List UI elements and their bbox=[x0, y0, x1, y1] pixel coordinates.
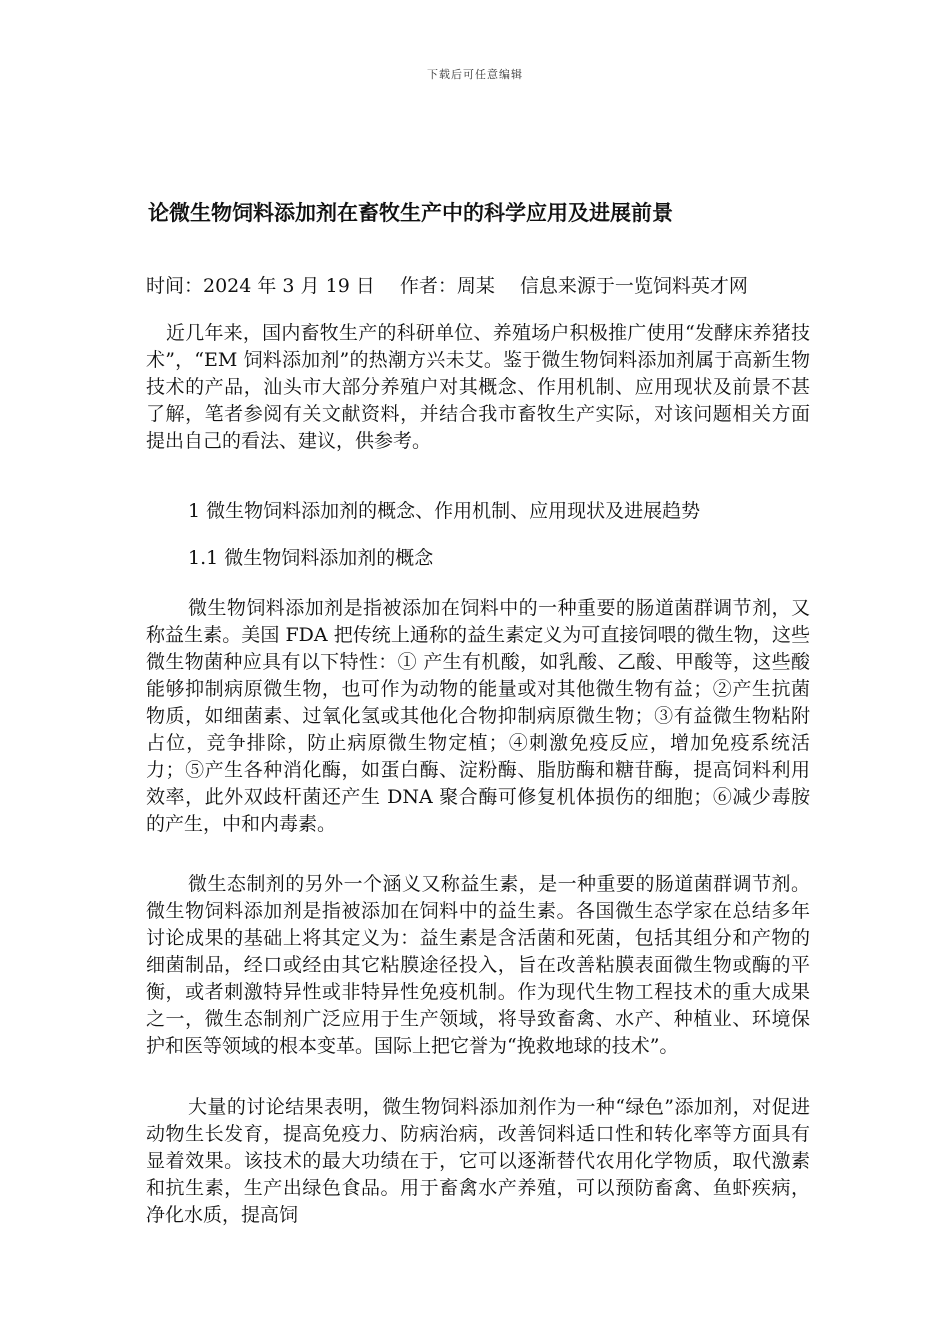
body-paragraph-definition: 微生物饲料添加剂是指被添加在饲料中的一种重要的肠道菌群调节剂，又称益生素。美国 FDA 把传统上通称的益生素定义为可直接饲喂的微生物，这些微生物菌种应具有以下特性：① 产生有机酸，如乳酸、乙酸、甲酸等，这些酸能够抑制病原微生物，也可作为动物的能量或对其他微生物有益；②产生抗菌物质，如细菌素、过氧化氢或其他化合物抑制病原微生物；③有益微生物粘附占位，竞争排除，防止病原微生物定植；④刺激免疫反应，增加免疫系统活力；⑤产生各种消化酶，如蛋白酶、淀粉酶、脂肪酶和糖苷酶，提高饲料利用效率，此外双歧杆菌还产生 DNA 聚合酶可修复机体损伤的细胞；⑥减少毒胺的产生，中和内毒素。 bbox=[146, 597, 810, 835]
section-heading-1: 1 微生物饲料添加剂的概念、作用机制、应用现状及进展趋势 bbox=[188, 500, 701, 522]
section-heading-1-1: 1.1 微生物饲料添加剂的概念 bbox=[188, 547, 434, 569]
page-header-note: 下载后可任意编辑 bbox=[427, 68, 523, 81]
body-paragraph-microecological: 微生态制剂的另外一个涵义又称益生素，是一种重要的肠道菌群调节剂。微生物饲料添加剂是指被添加在饲料中的益生素。各国微生态学家在总结多年讨论成果的基础上将其定义为：益生素是含活菌和死菌，包括其组分和产物的细菌制品，经口或经由其它粘膜途径投入，旨在改善粘膜表面微生物或酶的平衡，或者刺激特异性或非特异性免疫机制。作为现代生物工程技术的重大成果之一，微生态制剂广泛应用于生产领域，将导致畜禽、水产、种植业、环境保护和医等领域的根本变革。国际上把它誉为“挽救地球的技术”。 bbox=[146, 873, 810, 1057]
intro-paragraph: 近几年来，国内畜牧生产的科研单位、养殖场户积极推广使用“发酵床养猪技术”，“EM 饲料添加剂”的热潮方兴未艾。鉴于微生物饲料添加剂属于高新生物技术的产品，汕头市大部分养殖户对其概念、作用机制、应用现状及前景不甚了解，笔者参阅有关文献资料，并结合我市畜牧生产实际，对该问题相关方面提出自己的看法、建议，供参考。 bbox=[146, 322, 810, 452]
body-paragraph-research-results: 大量的讨论结果表明，微生物饲料添加剂作为一种“绿色”添加剂，对促进动物生长发育，提高免疫力、防病治病，改善饲料适口性和转化率等方面具有显着效果。该技术的最大功绩在于，它可以逐渐替代农用化学物质，取代激素和抗生素，生产出绿色食品。用于畜禽水产养殖，可以预防畜禽、鱼虾疾病，净化水质，提高饲 bbox=[146, 1096, 810, 1226]
document-title: 论微生物饲料添加剂在畜牧生产中的科学应用及进展前景 bbox=[148, 201, 673, 225]
article-meta: 时间：2024 年 3 月 19 日 作者：周某 信息来源于一览饲料英才网 bbox=[146, 275, 748, 297]
